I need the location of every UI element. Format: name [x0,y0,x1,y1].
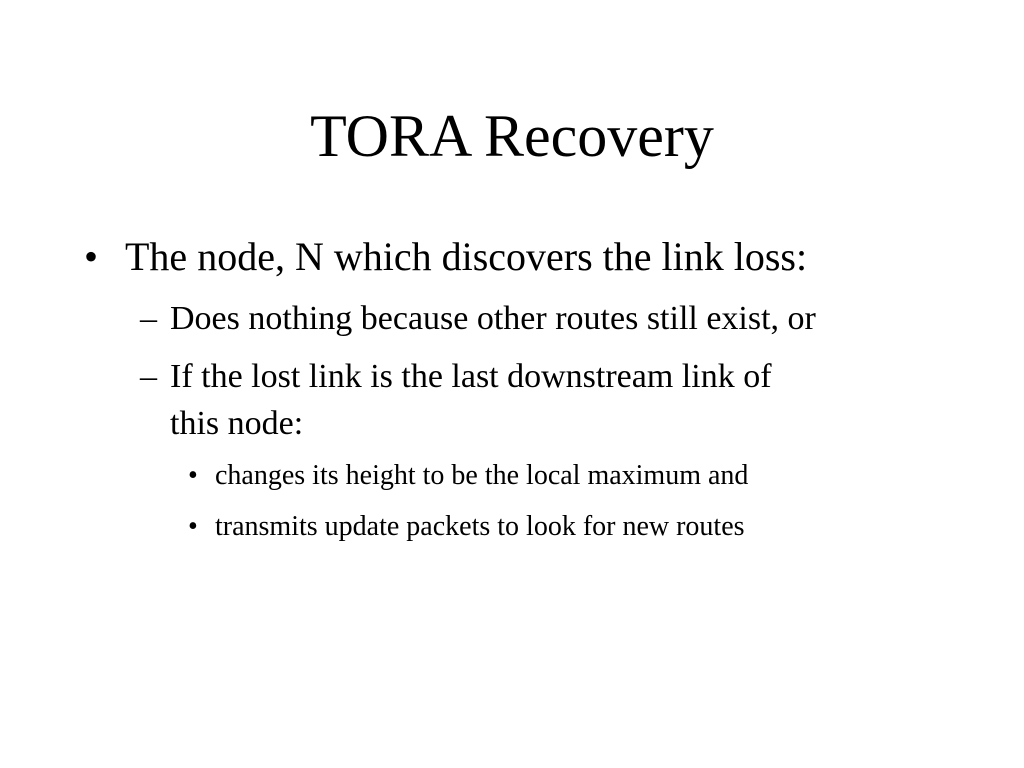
bullet-marker: • [84,234,99,279]
dash-marker: – [140,300,157,337]
bullet-marker: • [188,460,198,491]
bullet-text-level2-line1: If the lost link is the last downstream link of [170,358,772,395]
bullet-text-level2: Does nothing because other routes still exist, or [170,300,816,337]
bullet-text-level3: changes its height to be the local maximum and [215,460,749,491]
bullet-text-level1: The node, N which discovers the link loss: [125,234,808,279]
bullet-text-level2-line2: this node: [170,405,304,442]
slide-title: TORA Recovery [310,103,714,169]
dash-marker: – [140,358,157,395]
bullet-marker: • [188,511,198,542]
bullet-text-level3: transmits update packets to look for new routes [215,511,745,542]
